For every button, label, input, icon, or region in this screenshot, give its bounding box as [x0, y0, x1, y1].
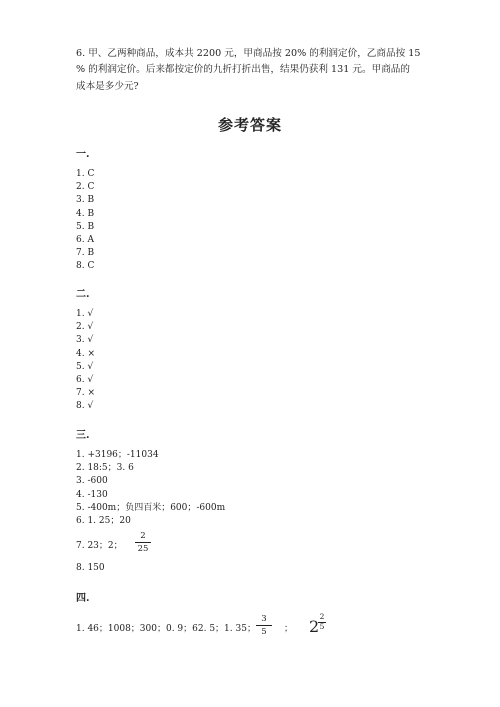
- list-item: 2. √: [76, 322, 94, 333]
- section-1-heading: 一.: [76, 149, 90, 160]
- list-item: 4. B: [76, 208, 95, 219]
- fraction-bar: [135, 542, 151, 543]
- separator: ；: [284, 624, 294, 634]
- section-2-list: [76, 308, 95, 414]
- problem-line-1: 6. 甲、乙两种商品，成本共 2200 元，甲商品按 20% 的利润定价，乙商品按 15: [76, 48, 421, 59]
- fraction-3-5: [256, 614, 272, 637]
- mixed-number-whole: 2: [309, 617, 320, 636]
- list-item: 3. √: [76, 335, 94, 346]
- list-item: 8. C: [76, 261, 95, 272]
- fraction-numerator: 2: [140, 531, 146, 541]
- list-item: 5. √: [76, 361, 94, 372]
- list-item: 4. -130: [76, 489, 108, 500]
- list-item: 7. ×: [76, 388, 95, 399]
- section-3-item-8: 8. 150: [76, 563, 105, 573]
- section-4-heading: 四.: [76, 593, 90, 604]
- problem-line-3: 成本是多少元?: [76, 80, 139, 92]
- list-item: 6. A: [76, 235, 94, 246]
- list-item: 6. √: [76, 375, 94, 386]
- list-item: 1. √: [76, 309, 94, 319]
- section-3-item-7: 7. 23；2；: [76, 541, 123, 551]
- list-item: 3. -600: [76, 476, 108, 487]
- list-item: 8. √: [76, 401, 94, 412]
- section-3-heading: 三.: [76, 430, 90, 441]
- fraction-bar: [256, 625, 272, 626]
- list-item: 2. C: [76, 182, 95, 193]
- section-4-item-1: 1. 46；1008；300；0. 9；62. 5；1. 35；: [76, 624, 256, 634]
- fraction-2-25: [135, 531, 151, 554]
- fraction-numerator: 3: [261, 614, 267, 624]
- section-2-heading: 二.: [76, 289, 90, 300]
- answers-title: 参考答案: [217, 116, 282, 134]
- section-3-list: [76, 449, 225, 528]
- list-item: 1. C: [76, 169, 95, 179]
- list-item: 2. 18:5；3. 6: [76, 463, 134, 474]
- list-item: 1. +3196；-11034: [76, 450, 159, 460]
- mixed-number-fraction: [318, 613, 326, 631]
- fraction-numerator: 2: [319, 612, 325, 621]
- problem-6: [76, 46, 428, 95]
- list-item: 5. -400m；负四百米；600；-600m: [76, 502, 226, 513]
- fraction-denominator: 5: [319, 622, 325, 631]
- list-item: 3. B: [76, 195, 95, 206]
- section-1-list: [76, 168, 94, 274]
- list-item: 6. 1. 25；20: [76, 516, 131, 527]
- fraction-denominator: 25: [137, 544, 149, 554]
- problem-line-2: % 的利润定价。后来都按定价的九折打折出售，结果仍获利 131 元。甲商品的: [76, 64, 410, 76]
- list-item: 4. ×: [76, 348, 95, 359]
- list-item: 7. B: [76, 248, 95, 259]
- fraction-denominator: 5: [261, 627, 267, 637]
- list-item: 5. B: [76, 221, 95, 232]
